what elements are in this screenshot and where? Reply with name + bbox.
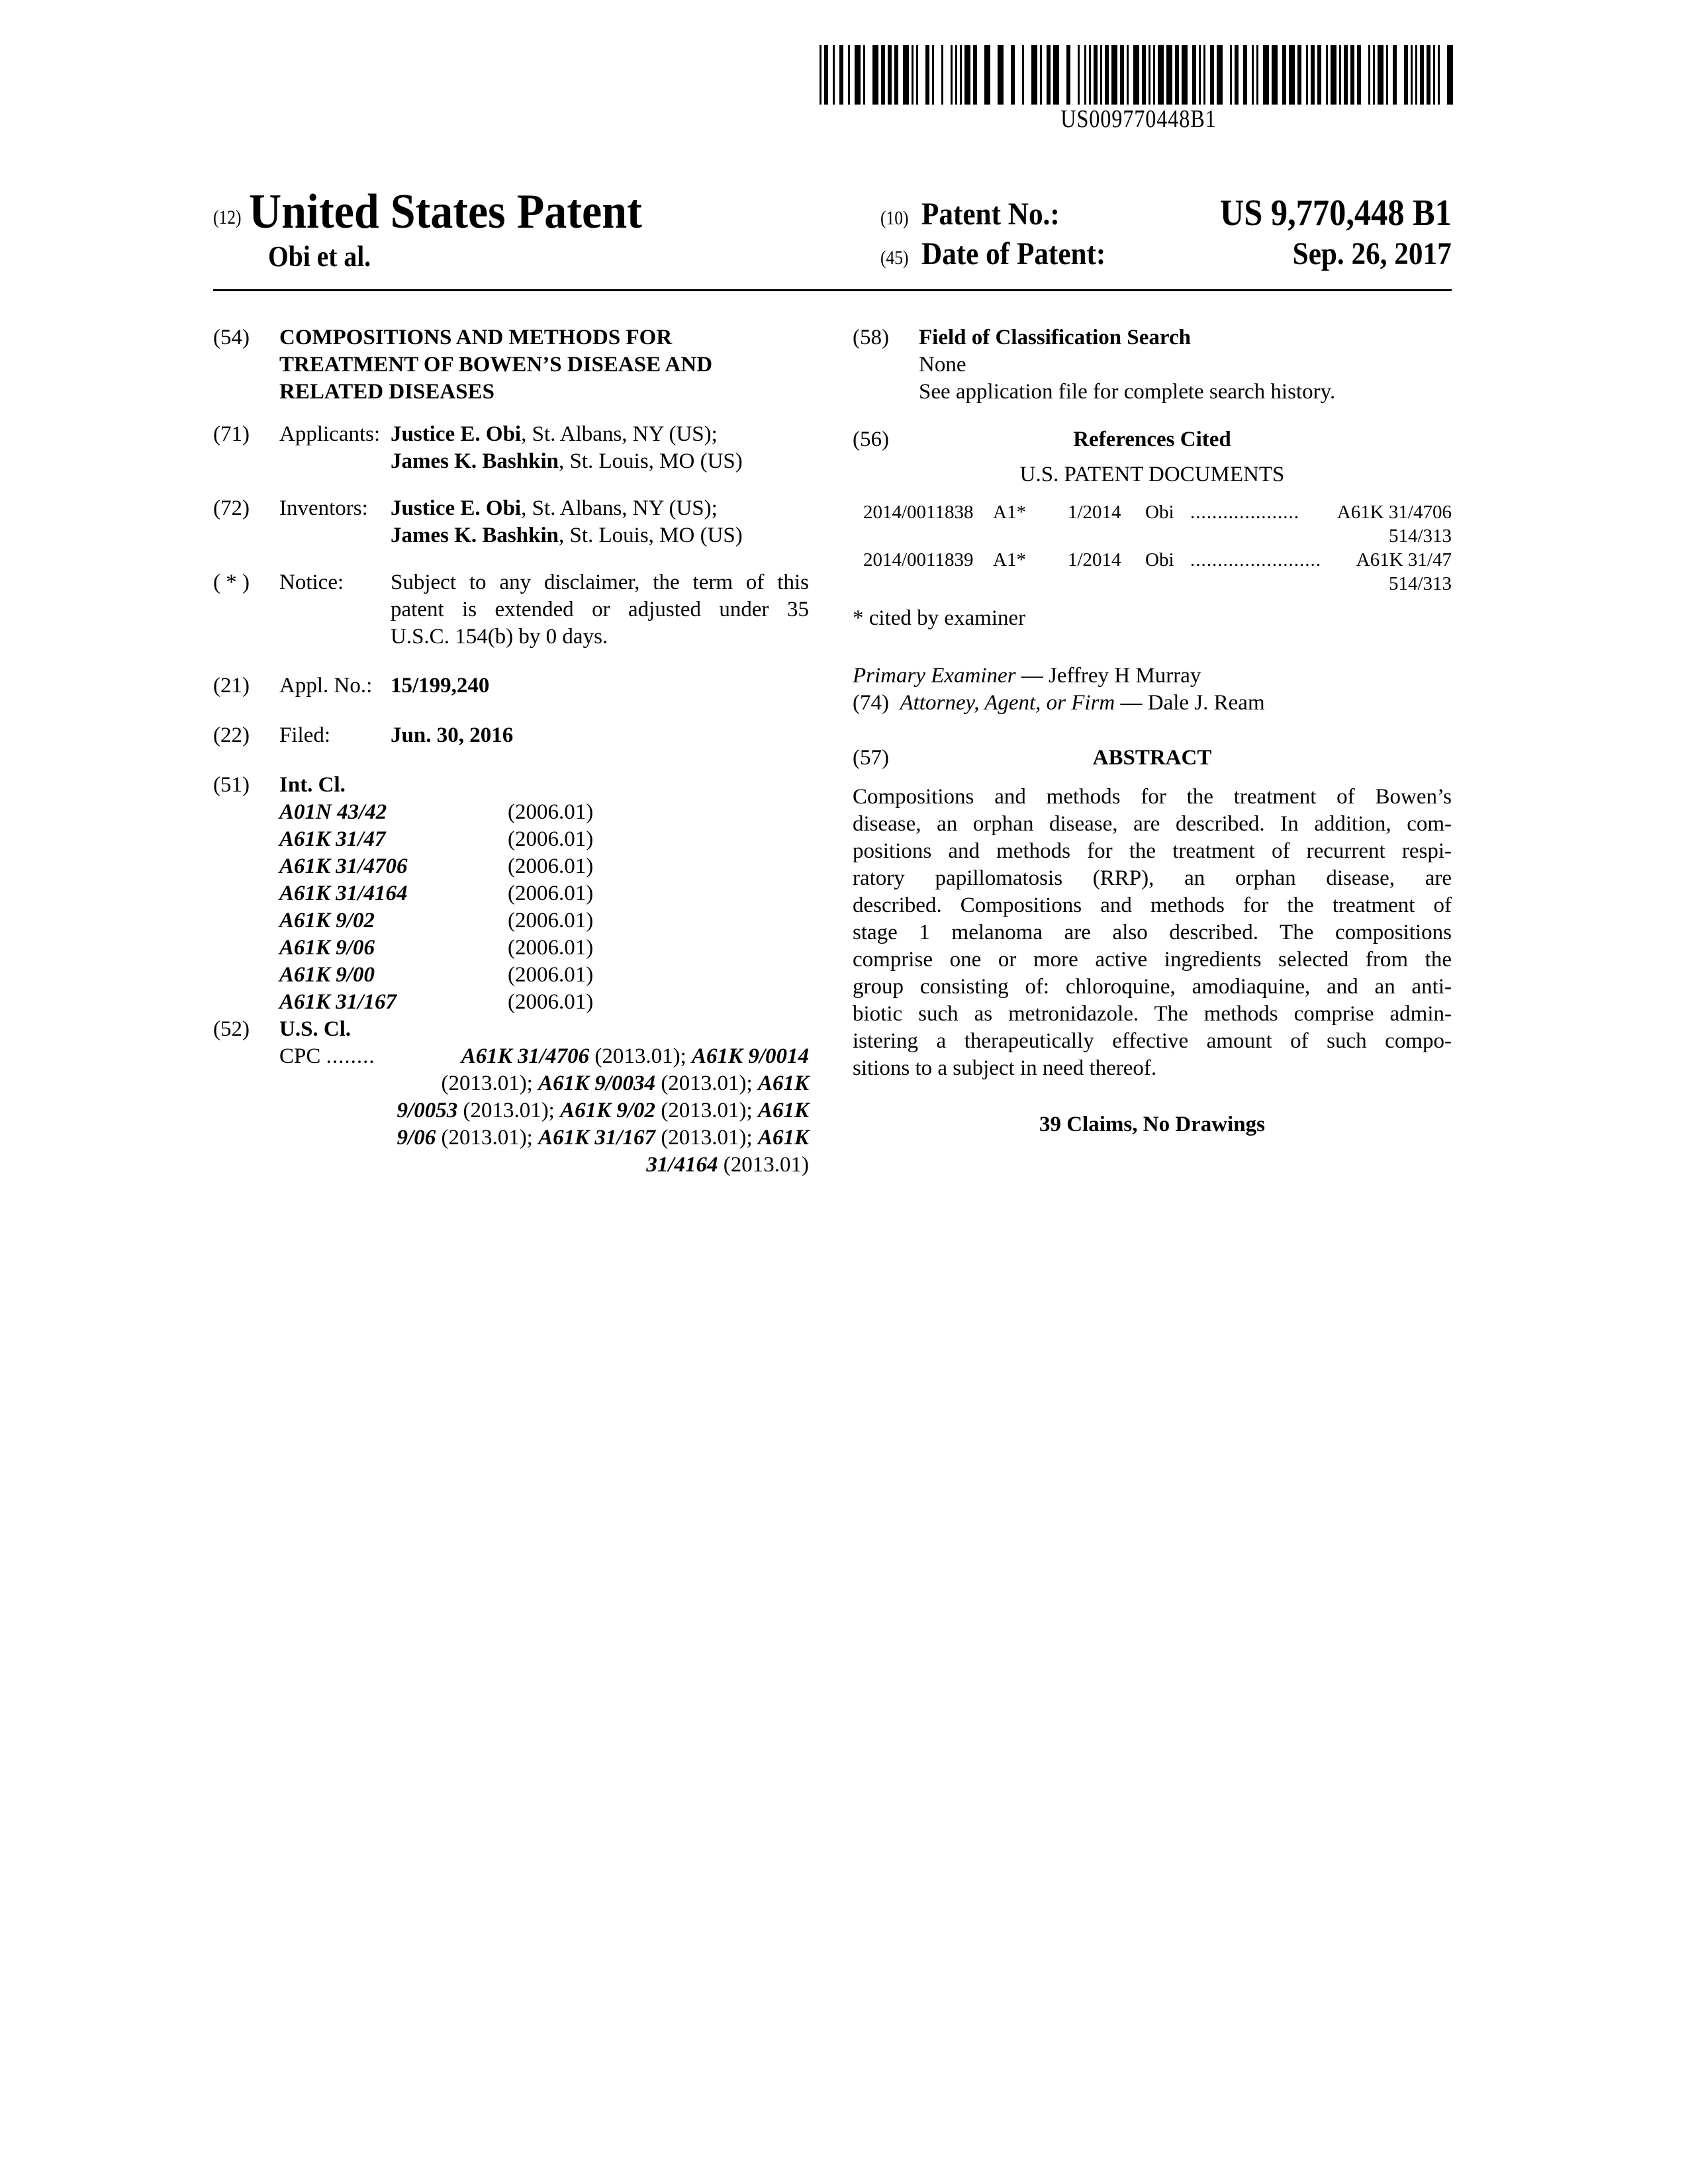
barcode-bar [855,45,861,105]
cpc-dots: ........ [326,1044,375,1068]
abstract-heading [853,745,1452,772]
right-column [853,324,1452,1138]
barcode-bar [1373,45,1375,105]
barcode-bar [1066,45,1070,105]
abstract-line: comprise one or more active ingredients selected from the [853,946,1452,974]
refs-code: (56) [853,426,889,453]
barcode-bar [951,45,953,105]
intcl-version: (2006.01) [508,882,593,905]
attorney-name: — Dale J. Ream [1115,691,1264,715]
barcode-bar [1252,45,1254,105]
intcl-row [279,853,809,880]
intcl-version: (2006.01) [508,854,593,878]
barcode-bar [1203,45,1205,105]
patent-number: US 9,770,448 B1 [1220,192,1452,234]
filed-label: Filed: [279,722,330,749]
barcode-bar [1243,45,1247,105]
intcl-class: A61K 31/4706 [279,853,508,880]
barcode-bar [839,45,843,105]
barcode-bar [1344,45,1348,105]
intcl-row [279,989,809,1016]
intcl-class: A61K 31/4164 [279,880,508,907]
barcode-bar [973,45,977,105]
barcode-bar [1022,45,1024,105]
abstract-line: sitions to a subject in need thereof. [853,1055,1452,1082]
barcode-bar [1166,45,1172,105]
ref-date: 1/2014 [1068,500,1121,524]
uscl-label: U.S. Cl. [279,1017,351,1041]
barcode-bar [941,45,943,105]
ref-name: Obi [1145,500,1174,524]
ref-name: Obi [1145,548,1174,572]
barcode-bar [1357,45,1361,105]
abstract-line: stage 1 melanoma are also described. The compositions [853,919,1452,946]
notice-line: patent is extended or adjusted under 35 [391,596,809,623]
inventors-label: Inventors: [279,495,368,522]
intcl-version: (2006.01) [508,909,593,933]
intcl-class: A61K 9/00 [279,962,508,989]
application-number-section [213,672,809,700]
barcode-bar [984,45,990,105]
barcode-bar [932,45,934,105]
abstract-line: ratory papillomatosis (RRP), an orphan disease, are [853,865,1452,892]
barcode-bar [1263,45,1269,105]
barcode-bar [1111,45,1117,105]
appl-label: Appl. No.: [279,672,372,700]
intcl-class: A01N 43/42 [279,799,508,826]
barcode-bar [1127,45,1129,105]
ref-subclass: 514/313 [1389,524,1452,548]
barcode-bar [1447,45,1453,105]
barcode-bar [863,45,865,105]
intcl-code: (51) [213,772,250,799]
barcode-bar [1438,45,1440,105]
barcode-bar [1210,45,1214,105]
applicants-code: (71) [213,421,250,448]
document-title: United States Patent [249,184,642,240]
title-code: (54) [213,324,250,351]
cpc-line: 9/06 (2013.01); A61K 31/167 (2013.01); A61K [279,1124,809,1152]
barcode-bar [894,45,898,105]
barcode-bar [1297,45,1301,105]
abstract-line: biotic such as metronidazole. The methods comprise admin- [853,1001,1452,1028]
title-line: COMPOSITIONS AND METHODS FOR [279,324,809,351]
ref-kind: A1* [993,500,1026,524]
abstract-line: Compositions and methods for the treatment of Bowen’s [853,784,1452,811]
barcode-bar [1089,45,1091,105]
kind-code: (12) [213,206,241,229]
applicants-section [213,421,809,477]
barcode-bar [1289,45,1295,105]
applicant: James K. Bashkin, St. Louis, MO (US) [391,448,809,475]
applicants-label: Applicants: [279,421,380,448]
abstract-line: described. Compositions and methods for the treatment of [853,892,1452,919]
ref-date: 1/2014 [1068,548,1121,572]
ref-dots: .................... [1190,500,1299,524]
ref-number: 2014/0011838 [863,500,973,524]
reference-row [853,548,1452,596]
left-column [213,324,809,1179]
barcode-bar [881,45,885,105]
patent-kind-heading [213,184,676,240]
barcode-bar [1040,45,1042,105]
field-label: Field of Classification Search [919,326,1191,349]
barcode-bar [1306,45,1308,105]
barcode-bar [1311,45,1315,105]
authors: Obi et al. [268,240,371,273]
examiner-label: Primary Examiner [853,664,1016,688]
barcode-bar [1272,45,1278,105]
barcode-bar [916,45,918,105]
barcode-bar [1420,45,1424,105]
examiner-name: — Jeffrey H Murray [1016,664,1201,688]
cpc-line: 31/4164 (2013.01) [279,1152,809,1179]
barcode-bar [1326,45,1328,105]
cpc-line: (2013.01); A61K 9/0034 (2013.01); A61K [279,1070,809,1097]
ref-dots: ........................ [1190,548,1321,572]
abstract-line: disease, an orphan disease, are described. In addition, com- [853,811,1452,838]
barcode-bar [1386,45,1388,105]
filed-code: (22) [213,722,250,749]
barcode-bar [872,45,878,105]
barcode-bar [1433,45,1435,105]
barcode-bar [1031,45,1037,105]
field-code: (58) [853,324,889,351]
intcl-class: A61K 31/47 [279,826,508,853]
intcl-row [279,799,809,826]
date-of-patent: Sep. 26, 2017 [1293,236,1452,272]
barcode-bar [1094,45,1098,105]
inventors-code: (72) [213,495,250,522]
intcl-row [279,826,809,853]
barcode-bar [888,45,892,105]
barcode-bar [964,45,970,105]
abstract-label: ABSTRACT [1093,746,1212,770]
inventors-section [213,495,809,551]
barcode-bar [1411,45,1413,105]
field-of-search-section [853,324,1452,408]
filed-section [213,722,809,749]
barcode-bar [1427,45,1430,105]
barcode-bar [833,45,835,105]
ref-subclass: 514/313 [1389,572,1452,596]
intcl-row [279,907,809,934]
ref-class: A61K 31/47 [1356,548,1452,572]
references-table [853,500,1452,596]
barcode-bar [1199,45,1201,105]
barcode-bar [820,45,821,105]
title-line: RELATED DISEASES [279,379,809,406]
field-note: See application file for complete search history. [919,379,1452,406]
intcl-class: A61K 9/02 [279,907,508,934]
barcode-bar [1142,45,1146,105]
intcl-row [279,880,809,907]
claims-summary: 39 Claims, No Drawings [1039,1113,1265,1136]
barcode-bar [1217,45,1223,105]
date-row [880,236,1126,272]
barcode-bar [1175,45,1179,105]
abstract-line: positions and methods for the treatment of recurrent respi- [853,838,1452,865]
barcode-bar [1415,45,1417,105]
applicant: Justice E. Obi, St. Albans, NY (US); [391,421,809,448]
barcode-bar [955,45,957,105]
intcl-version: (2006.01) [508,936,593,960]
cpc-label: CPC [279,1044,320,1068]
date-label: Date of Patent: [921,236,1105,272]
barcode-bar [1378,45,1383,105]
barcode-bar [1105,45,1109,105]
barcode [820,45,1456,105]
intcl-version: (2006.01) [508,827,593,851]
appl-number: 15/199,240 [391,672,489,700]
barcode-bar [1339,45,1341,105]
patent-number-row [880,196,1075,232]
barcode-bar [1192,45,1196,105]
notice-label: Notice: [279,569,344,596]
appl-code: (21) [213,672,250,700]
inventor: Justice E. Obi, St. Albans, NY (US); [391,495,809,522]
ref-class: A61K 31/4706 [1337,500,1452,524]
cpc-line: CPC ........ A61K 31/4706 (2013.01); A61K 9/0014 [279,1043,809,1070]
barcode-bar [1133,45,1139,105]
uscl-code: (52) [213,1016,250,1043]
intcl-version: (2006.01) [508,963,593,987]
primary-examiner [853,662,1452,690]
barcode-bar [1404,45,1408,105]
barcode-bar [1331,45,1336,105]
barcode-bar [1153,45,1155,105]
barcode-bar [960,45,962,105]
intcl-list [279,799,809,1016]
attorney-label: Attorney, Agent, or Firm [900,691,1115,715]
ref-kind: A1* [993,548,1026,572]
refs-label: References Cited [1073,428,1231,451]
intcl-version: (2006.01) [508,800,593,824]
us-docs-label: U.S. PATENT DOCUMENTS [853,461,1452,488]
patent-no-code: (10) [880,207,908,230]
us-cl-section [213,1016,809,1179]
abstract-line: group consisting of: chloroquine, amodiaquine, and an anti- [853,974,1452,1001]
abstract-code: (57) [853,745,889,772]
header-divider [213,289,1452,291]
barcode-bar [1235,45,1239,105]
attorney [853,690,1452,717]
barcode-bar [1368,45,1370,105]
barcode-bar [1011,45,1015,105]
title-line: TREATMENT OF BOWEN’S DISEASE AND [279,351,809,379]
barcode-bar [1078,45,1080,105]
date-code: (45) [880,247,908,269]
barcode-bar [1350,45,1354,105]
barcode-bar [824,45,828,105]
barcode-bar [1256,45,1258,105]
ref-number: 2014/0011839 [863,548,973,572]
intcl-row [279,934,809,962]
barcode-bar [1158,45,1164,105]
barcode-bar [1149,45,1150,105]
barcode-bar [1047,45,1051,105]
references-heading [853,426,1452,453]
intcl-class: A61K 31/167 [279,989,508,1016]
intcl-row [279,962,809,989]
field-none: None [919,351,1452,379]
patent-no-label: Patent No.: [921,196,1060,232]
barcode-bar [1084,45,1086,105]
cited-note: * cited by examiner [853,605,1452,632]
barcode-bar [1317,45,1321,105]
abstract-text [853,784,1452,1082]
barcode-bar [903,45,909,105]
barcode-bar [1182,45,1188,105]
attorney-code: (74) [853,691,889,715]
barcode-bar [998,45,1004,105]
intcl-class: A61K 9/06 [279,934,508,962]
cpc-line: 9/0053 (2013.01); A61K 9/02 (2013.01); A61K [279,1097,809,1124]
barcode-number: US009770448B1 [846,105,1431,134]
barcode-bar [1100,45,1102,105]
barcode-bar [1230,45,1232,105]
filed-date: Jun. 30, 2016 [391,722,513,749]
barcode-bar [925,45,929,105]
notice-section [213,569,809,651]
notice-line: U.S.C. 154(b) by 0 days. [391,623,809,651]
int-cl-section [213,772,809,1016]
barcode-bar [912,45,914,105]
notice-line: Subject to any disclaimer, the term of this [391,569,809,596]
title-section [213,324,809,408]
inventor: James K. Bashkin, St. Louis, MO (US) [391,522,809,549]
barcode-bar [1053,45,1059,105]
barcode-bar [1120,45,1124,105]
barcode-bar [848,45,850,105]
notice-code: ( * ) [213,569,250,596]
reference-row [853,500,1452,548]
barcode-bar [1282,45,1286,105]
intcl-version: (2006.01) [508,990,593,1014]
abstract-line: istering a therapeutically effective amount of such compo- [853,1028,1452,1055]
barcode-bar [1393,45,1397,105]
intcl-label: Int. Cl. [279,773,346,797]
